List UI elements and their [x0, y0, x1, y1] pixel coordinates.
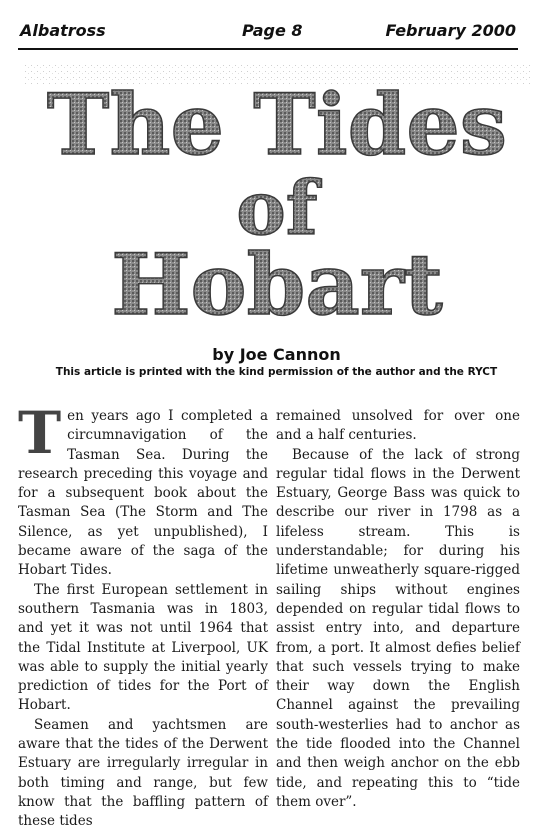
author-byline: by Joe Cannon [212, 345, 341, 364]
article-paragraph: Seamen and yachtsmen are aware that the tides of the Derwent Estuary are irregularly irregular in both timing and range, but few know that the baffling pattern of these tides [18, 716, 268, 830]
publication-name: Albatross [20, 21, 106, 40]
article-paragraph: remained unsolved for over one and a half centuries. [276, 408, 520, 444]
article-column-right [276, 407, 520, 812]
article-paragraph: The first European settlement in southern Tasmania was in 1803, and yet it was not until 1964 that the Tidal Institute at Liverpool, UK was able to supply the initial yearly prediction of tides for the Port of Hobart. [18, 581, 268, 714]
title-line-1: The Tides [46, 75, 508, 174]
page-number: Page 8 [242, 21, 303, 40]
drop-cap: T [18, 399, 62, 467]
title-line-2: of [236, 166, 318, 252]
issue-date: February 2000 [385, 21, 516, 40]
page-header [18, 18, 518, 50]
article-paragraph [18, 399, 268, 581]
permission-note: This article is printed with the kind permission of the author and the RYCT [55, 366, 498, 378]
article-column-left [18, 399, 268, 832]
title-line-3: Hobart [111, 235, 443, 334]
article-paragraph: Because of the lack of strong regular tidal flows in the Derwent Estuary, George Bass was quick to describe our river in 1798 as a lifeless stream. This is understandable; for during his lifetime unweatherly square-rigged sailing ships without engines depended on regular tidal flows to assist entry into, and departure from, a port. It almost defies belief that such vessels trying to make their way down the English Channel against the prevailing south-westerlies had to anchor as the tide flooded into the Channel and then weigh anchor on the ebb tide, and repeating this to “tide them over”. [276, 446, 520, 810]
article-title-graphic [24, 64, 530, 334]
title-graphic-svg [24, 64, 530, 334]
paragraph-text: en years ago I completed a circumnavigation of the Tasman Sea. During the research preceding this voyage and for a subsequent book about the Tasman Sea (The Storm and The Silence, as yet unpublished), I became aware of the saga of the Hobart Tides. [18, 408, 268, 579]
